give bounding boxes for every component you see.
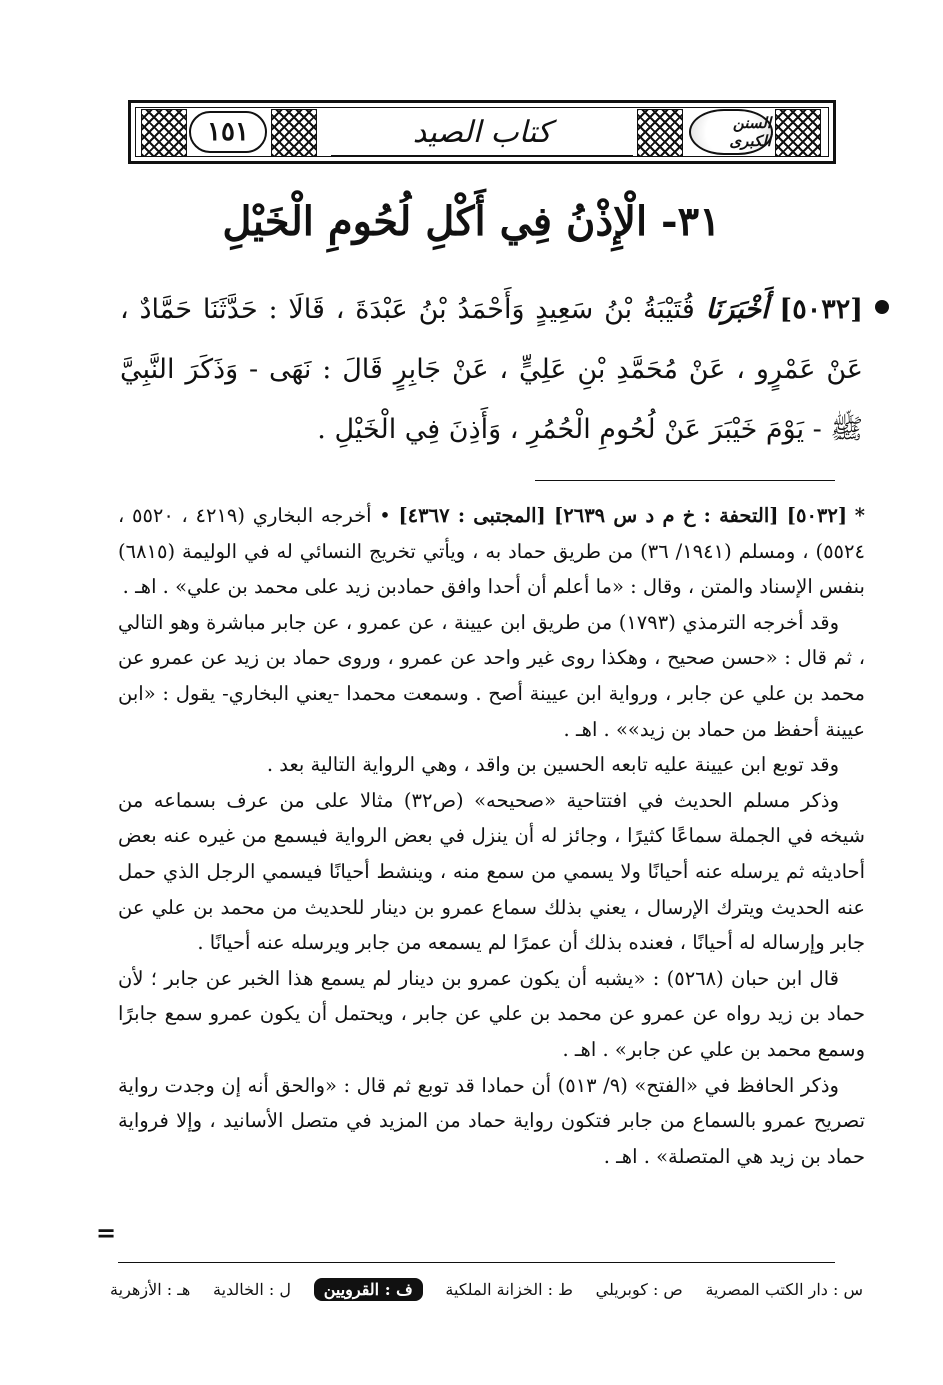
star-marker: * xyxy=(854,504,865,527)
legend-item: س : دار الكتب المصرية xyxy=(705,1279,863,1299)
continuation-mark: = xyxy=(96,1218,117,1247)
ornament-right-icon xyxy=(775,109,821,157)
manuscript-legend xyxy=(110,1272,863,1306)
publisher-seal-icon: السنن الكبرى xyxy=(689,109,773,155)
footnote-divider xyxy=(535,480,835,481)
book-title: كتاب الصيد xyxy=(331,109,633,156)
chapter-title: ٣١- الْإِذْنُ فِي أَكْلِ لُحُومِ الْخَيْلِ xyxy=(222,198,721,245)
hadith-text xyxy=(120,280,863,460)
page-number: ١٥١ xyxy=(189,111,267,153)
legend-item: هـ : الأزهرية xyxy=(110,1279,191,1299)
ornament-right-inner-icon xyxy=(637,109,683,157)
commentary-text-1: • أخرجه البخاري (٤٢١٩ ، ٥٥٢٠ ، ٥٥٢٤) ، ومسلم (١٩٤١/ ٣٦) من طريق حماد به ، ويأتي تخريج النسائي له في الوليمة (٦٨١٥) بنفس الإسناد والمتن ، وقال : «ما أعلم أن أحدا وافق حمادبن زيد على محمد بن علي» . اهـ . xyxy=(118,504,865,599)
running-header xyxy=(128,100,836,164)
commentary-paragraph: قال ابن حبان (٥٢٦٨) : «يشبه أن يكون عمرو بن دينار لم يسمع هذا الخبر عن جابر ؛ لأن حماد بن زيد رواه عن عمرو عن محمد بن علي عن جابر ، ويحتمل أن يكون عمرو سمع جابرًا وسمع محمد بن علي عن جابر» . اهـ . xyxy=(118,966,865,1061)
bullet-icon xyxy=(875,300,889,314)
ornament-left-inner-icon xyxy=(271,109,317,157)
hadith-opening: أَخْبَرَنَا xyxy=(705,294,769,325)
hadith-number: [٥٠٣٢] xyxy=(779,294,863,325)
legend-item: ط : الخزانة الملكية xyxy=(445,1279,573,1299)
legend-item: ص : كوبريلي xyxy=(595,1279,683,1299)
commentary-paragraph: وقد أخرجه الترمذي (١٧٩٣) من طريق ابن عيينة ، عن عمرو ، عن جابر مباشرة وهو التالي ، ثم قال : «حسن صحيح ، وهكذا روى غير واحد عن عمرو ، وروى حماد بن زيد عن عمرو عن محمد بن علي عن جابر ، ورواية ابن عيينة أصح . وسمعت محمدا -يعني البخاري- يقول : «ابن عيينة أحفظ من حماد بن زيد»» . اهـ . xyxy=(118,610,865,741)
footer-rule xyxy=(118,1262,835,1263)
legend-item: ل : الخالدية xyxy=(213,1279,292,1299)
legend-item-highlighted: ف : القرويين xyxy=(314,1278,423,1301)
hadith-line-1: قُتَيْبَةُ بْنُ سَعِيدٍ وَأَحْمَدُ بْنُ عَبْدَةَ ، قَالَا : حَدَّثَنَا حَمَّادٌ ، عَنْ عَمْرٍو ، xyxy=(120,294,863,385)
commentary-reference: [٥٠٣٢] [التحفة : خ م د س ٢٦٣٩] [المجتبى : ٤٣٦٧] xyxy=(398,504,848,527)
commentary-paragraph: وذكر الحافظ في «الفتح» (٩/ ٥١٣) أن حمادا قد توبع ثم قال : «والحق أنه إن وجدت رواية تصريح عمرو بالسماع من جابر فتكون رواية حماد من المزيد في متصل الأسانيد ، وإلا فرواية حماد بن زيد هي المتصلة» . اهـ . xyxy=(118,1073,865,1168)
commentary-paragraph: وذكر مسلم الحديث في افتتاحية «صحيحه» (ص٣٢) مثالا على من عرف بسماعه من شيخه في الجملة سماعًا كثيرًا ، وجائز له أن ينزل في بعض الرواية فيسمع من غيره عنه بعض أحاديثه ثم يرسله عنه أحيانًا ولا يسمي من سمع منه ، وينشط أحيانًا فيسمي الرجل الذي حمل عنه الحديث ويترك الإرسال ، يعني بذلك سماع عمرو بن دينار للحديث من محمد بن علي عن جابر وإرساله له أحيانًا ، فعنده بذلك أن عمرًا لم يسمعه من جابر ويرسله عنه أحيانًا . xyxy=(118,788,865,955)
commentary xyxy=(118,498,865,1174)
ornament-left-icon xyxy=(141,109,187,157)
commentary-paragraph xyxy=(118,498,865,605)
commentary-paragraph: وقد توبع ابن عيينة عليه تابعه الحسين بن واقد ، وهي الرواية التالية بعد . xyxy=(266,753,839,777)
hadith-continuation: عَنْ مُحَمَّدِ بْنِ عَلِيٍّ ، عَنْ جَابِرٍ قَالَ : نَهَى - وَذَكَرَ النَّبِيَّ ﷺ - يَوْمَ خَيْبَرَ عَنْ لُحُومِ الْحُمُرِ ، وَأَذِنَ فِي الْخَيْلِ . xyxy=(120,354,863,445)
